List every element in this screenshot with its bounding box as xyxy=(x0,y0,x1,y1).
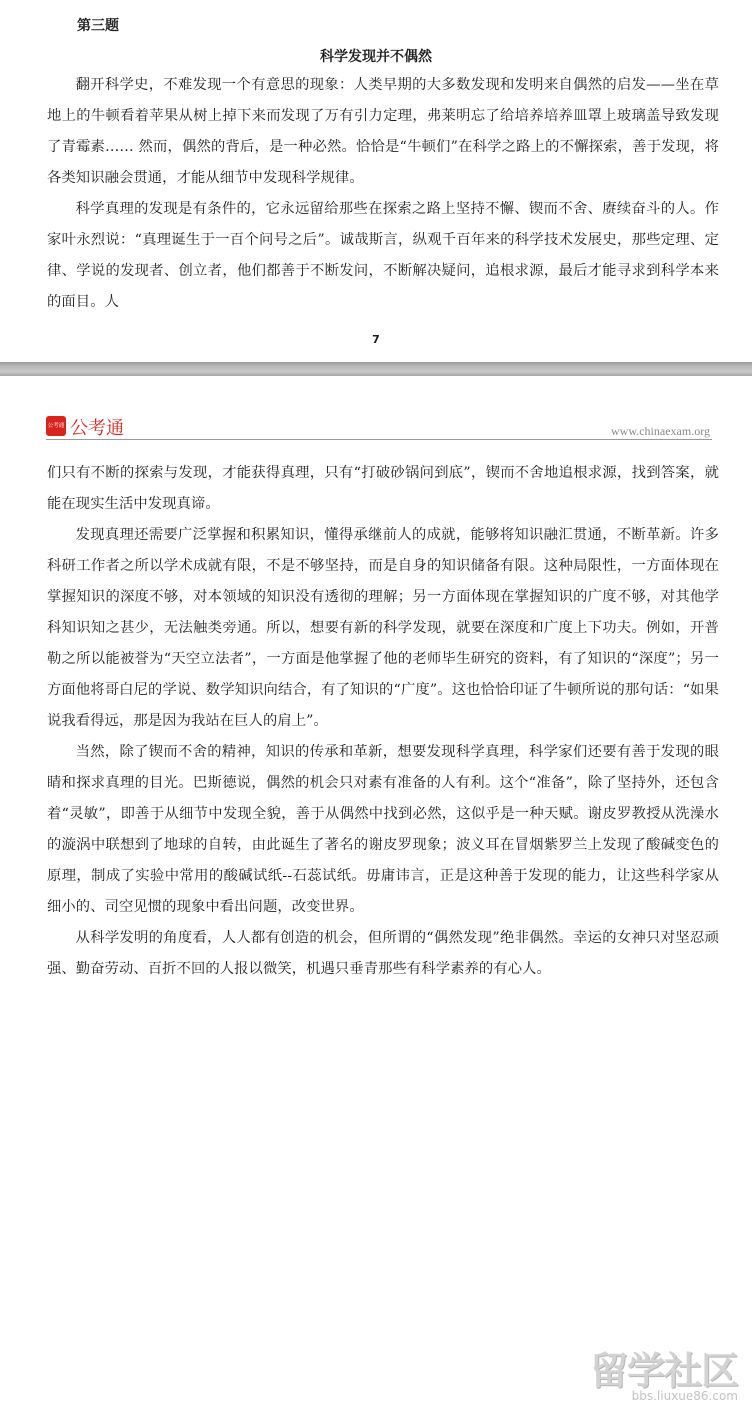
paragraph: 当然，除了锲而不舍的精神，知识的传承和革新，想要发现科学真理，科学家们还要有善于发现的眼睛和探求真理的目光。巴斯德说，偶然的机会只对素有准备的人有利。这个“准备”，除了坚持外，还包含着“灵敏”，即善于从细节中发现全貌，善于从偶然中找到必然，这似乎是一种天赋。谢皮罗教授从洗澡水的漩涡中联想到了地球的自转，由此诞生了著名的谢皮罗现象；波义耳在冒烟紫罗兰上发现了酸碱变色的原理，制成了实验中常用的酸碱试纸--石蕊试纸。毋庸讳言，正是这种善于发现的能力，让这些科学家从细小的、司空见惯的现象中看出问题，改变世界。 xyxy=(47,744,719,915)
paragraph-continuation: 们只有不断的探索与发现，才能获得真理，只有“打破砂锅问到底”，锲而不舍地追根求源，找到答案，就能在现实生活中发现真谛。 xyxy=(47,465,719,512)
article-title: 科学发现并不偶然 xyxy=(320,49,432,65)
brand-name: 公考通 xyxy=(70,418,124,439)
paragraph: 发现真理还需要广泛掌握和积累知识，懂得承继前人的成就，能够将知识融汇贯通，不断革新。许多科研工作者之所以学术成就有限，不是不够坚持，而是自身的知识储备有限。这种局限性，一方面体现在掌握知识的深度不够，对本领域的知识没有透彻的理解；另一方面体现在掌握知识的广度不够，对其他学科知识知之甚少，无法触类旁通。所以，想要有新的科学发现，就要在深度和广度上下功夫。例如，开普勒之所以能被誉为“天空立法者”，一方面是他掌握了他的老师毕生研究的资料，有了知识的“深度”；另一方面他将哥白尼的学说、数学知识向结合，有了知识的“广度”。这也恰恰印证了牛顿所说的那句话：“如果说我看得远，那是因为我站在巨人的肩上”。 xyxy=(47,527,719,729)
page-number: 7 xyxy=(372,333,380,346)
page1-body xyxy=(47,70,719,318)
paragraph: 翻开科学史，不难发现一个有意思的现象：人类早期的大多数发现和发明来自偶然的启发——坐在草地上的牛顿看着苹果从树上掉下来而发现了万有引力定理，弗莱明忘了给培养培养皿罩上玻璃盖导致发现了青霉素…… 然而，偶然的背后，是一种必然。恰恰是“牛顿们”在科学之路上的不懈探索，善于发现，将各类知识融会贯通，才能从细节中发现科学规律。 xyxy=(47,77,719,186)
paragraph: 从科学发明的角度看，人人都有创造的机会，但所谓的“偶然发现”绝非偶然。幸运的女神只对坚忍顽强、勤奋劳动、百折不回的人报以微笑，机遇只垂青那些有科学素养的有心人。 xyxy=(47,930,719,977)
document-page-2 xyxy=(0,376,752,1415)
page2-body xyxy=(47,458,719,985)
page-separator xyxy=(0,362,752,376)
header-divider xyxy=(46,439,712,440)
paragraph: 科学真理的发现是有条件的，它永远留给那些在探索之路上坚持不懈、锲而不舍、赓续奋斗的人。作家叶永烈说：“真理诞生于一百个问号之后”。诚哉斯言，纵观千百年来的科学技术发展史，那些定理、定律、学说的发现者、创立者，他们都善于不断发问，不断解决疑问，追根求源，最后才能寻求到科学本来的面目。人 xyxy=(47,201,719,310)
watermark-url: bbs.liuxue86.com xyxy=(631,1389,738,1403)
document-page-1 xyxy=(0,0,752,362)
site-url: www.chinaexam.org xyxy=(611,424,710,438)
page-header xyxy=(46,416,712,441)
watermark xyxy=(558,1351,738,1407)
question-title: 第三题 xyxy=(77,18,119,34)
watermark-logo: 留学社区 xyxy=(589,1349,738,1393)
brand-logo-icon: 公考通 xyxy=(46,416,66,436)
